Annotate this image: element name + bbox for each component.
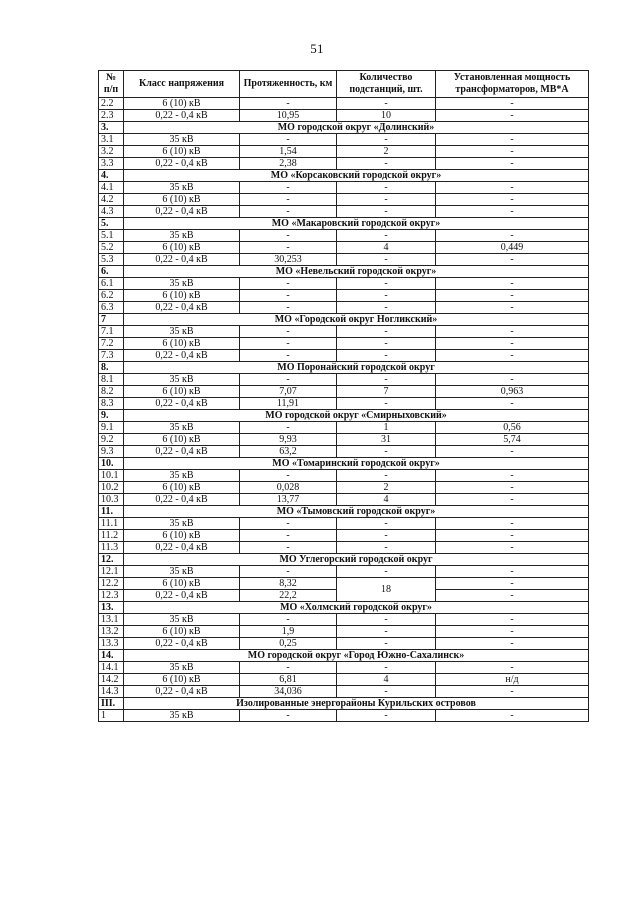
cell-power: - [436,278,589,290]
cell-length: 0,25 [240,638,337,650]
cell-length: - [240,350,337,362]
table-row [99,110,589,122]
cell-length: 1,54 [240,146,337,158]
cell-voltage: 35 кВ [124,518,240,530]
cell-voltage: 6 (10) кВ [124,194,240,206]
row-num: 6.2 [99,290,124,302]
cell-count: - [337,158,436,170]
cell-length: 34,036 [240,686,337,698]
cell-count: - [337,710,436,722]
cell-count: - [337,302,436,314]
cell-length: 7,07 [240,386,337,398]
row-num: 3.3 [99,158,124,170]
row-num: 14.3 [99,686,124,698]
section-row [99,122,589,134]
table-row [99,638,589,650]
section-title: МО «Невельский городской округ» [124,266,589,278]
table-row [99,398,589,410]
section-row [99,362,589,374]
cell-count: - [337,626,436,638]
cell-count: 18 [337,578,436,602]
row-num: 6. [99,266,124,278]
cell-power: - [436,542,589,554]
header-count: Количество подстанций, шт. [337,71,436,98]
section-row [99,506,589,518]
section-title: МО «Городской округ Ногликский» [124,314,589,326]
row-num: 4.2 [99,194,124,206]
section-row [99,218,589,230]
cell-length: - [240,302,337,314]
cell-power: - [436,230,589,242]
header-power: Установленная мощность трансформаторов, МВ*А [436,71,589,98]
cell-length: - [240,98,337,110]
row-num: 12.1 [99,566,124,578]
cell-power: - [436,446,589,458]
cell-power: н/д [436,674,589,686]
cell-length: - [240,518,337,530]
cell-voltage: 6 (10) кВ [124,146,240,158]
cell-length: 13,77 [240,494,337,506]
cell-power: - [436,566,589,578]
cell-voltage: 35 кВ [124,566,240,578]
cell-voltage: 0,22 - 0,4 кВ [124,542,240,554]
row-num: 14.1 [99,662,124,674]
cell-count: - [337,614,436,626]
cell-count: 7 [337,386,436,398]
cell-voltage: 6 (10) кВ [124,338,240,350]
cell-length: 2,38 [240,158,337,170]
cell-power: - [436,398,589,410]
cell-count: - [337,470,436,482]
section-row [99,170,589,182]
row-num: 3. [99,122,124,134]
row-num: 4.3 [99,206,124,218]
cell-power: - [436,338,589,350]
cell-power: - [436,614,589,626]
row-num: 3.1 [99,134,124,146]
cell-voltage: 0,22 - 0,4 кВ [124,206,240,218]
row-num: 9.1 [99,422,124,434]
cell-count: 31 [337,434,436,446]
cell-voltage: 0,22 - 0,4 кВ [124,638,240,650]
table-row [99,182,589,194]
cell-length: - [240,566,337,578]
table-row [99,674,589,686]
section-title: МО «Тымовский городской округ» [124,506,589,518]
cell-power: - [436,290,589,302]
row-num: 6.3 [99,302,124,314]
row-num: 5.3 [99,254,124,266]
cell-length: - [240,614,337,626]
section-title: МО «Холмский городской округ» [124,602,589,614]
table-row [99,374,589,386]
cell-length: 30,253 [240,254,337,266]
cell-voltage: 35 кВ [124,278,240,290]
cell-length: - [240,278,337,290]
row-num: 7 [99,314,124,326]
cell-length: - [240,326,337,338]
section-row [99,410,589,422]
cell-voltage: 35 кВ [124,614,240,626]
row-num: 7.1 [99,326,124,338]
cell-length: 8,32 [240,578,337,590]
cell-count: 4 [337,494,436,506]
table-row [99,158,589,170]
cell-length: 22,2 [240,590,337,602]
cell-power: - [436,326,589,338]
cell-length: - [240,422,337,434]
cell-count: - [337,446,436,458]
table-row [99,626,589,638]
table-row [99,386,589,398]
cell-voltage: 35 кВ [124,374,240,386]
cell-length: - [240,290,337,302]
row-num: 5.1 [99,230,124,242]
table-row [99,350,589,362]
cell-count: - [337,518,436,530]
cell-voltage: 35 кВ [124,662,240,674]
cell-count: - [337,374,436,386]
section-title: Изолированные энергорайоны Курильских островов [124,698,589,710]
cell-voltage: 6 (10) кВ [124,530,240,542]
cell-length: 6,81 [240,674,337,686]
section-title: МО «Томаринский городской округ» [124,458,589,470]
row-num: 13.2 [99,626,124,638]
cell-count: - [337,134,436,146]
cell-count: - [337,530,436,542]
cell-voltage: 35 кВ [124,470,240,482]
cell-power: - [436,182,589,194]
table-row [99,470,589,482]
cell-voltage: 35 кВ [124,422,240,434]
cell-power: - [436,518,589,530]
section-row [99,266,589,278]
section-row [99,698,589,710]
header-voltage: Класс напряжения [124,71,240,98]
cell-voltage: 0,22 - 0,4 кВ [124,254,240,266]
section-row [99,314,589,326]
cell-power: - [436,626,589,638]
section-row [99,650,589,662]
cell-length: - [240,542,337,554]
cell-count: - [337,278,436,290]
cell-power: - [436,710,589,722]
cell-count: - [337,662,436,674]
cell-voltage: 6 (10) кВ [124,626,240,638]
table-row [99,134,589,146]
cell-count: 1 [337,422,436,434]
cell-length: 10,95 [240,110,337,122]
table-row [99,518,589,530]
table-row [99,98,589,110]
row-num: 1 [99,710,124,722]
cell-count: - [337,230,436,242]
row-num: 11.2 [99,530,124,542]
table-row [99,710,589,722]
table-row [99,230,589,242]
cell-count: 10 [337,110,436,122]
row-num: 9. [99,410,124,422]
cell-power: - [436,302,589,314]
cell-length: - [240,194,337,206]
cell-length: - [240,230,337,242]
row-num: 5. [99,218,124,230]
cell-count: - [337,98,436,110]
cell-voltage: 0,22 - 0,4 кВ [124,302,240,314]
section-title: МО городской округ «Долинский» [124,122,589,134]
row-num: 12.2 [99,578,124,590]
table-header-row [99,71,589,98]
cell-length: - [240,206,337,218]
cell-voltage: 0,22 - 0,4 кВ [124,110,240,122]
cell-voltage: 6 (10) кВ [124,482,240,494]
row-num: 9.2 [99,434,124,446]
row-num: 14.2 [99,674,124,686]
table-row [99,686,589,698]
cell-power: - [436,470,589,482]
cell-voltage: 0,22 - 0,4 кВ [124,158,240,170]
table-row [99,422,589,434]
cell-power: 0,449 [436,242,589,254]
cell-voltage: 35 кВ [124,182,240,194]
cell-count: - [337,542,436,554]
cell-power: - [436,158,589,170]
cell-power: - [436,374,589,386]
header-num: № п/п [99,71,124,98]
cell-voltage: 6 (10) кВ [124,242,240,254]
cell-length: 1,9 [240,626,337,638]
row-num: III. [99,698,124,710]
cell-voltage: 6 (10) кВ [124,674,240,686]
cell-count: - [337,638,436,650]
table-row [99,578,589,590]
cell-length: 63,2 [240,446,337,458]
cell-power: - [436,194,589,206]
row-num: 5.2 [99,242,124,254]
table-row [99,278,589,290]
cell-voltage: 0,22 - 0,4 кВ [124,398,240,410]
table-row [99,566,589,578]
section-title: МО «Макаровский городской округ» [124,218,589,230]
row-num: 13. [99,602,124,614]
row-num: 11.1 [99,518,124,530]
cell-length: - [240,182,337,194]
cell-length: - [240,470,337,482]
row-num: 4.1 [99,182,124,194]
cell-length: - [240,662,337,674]
cell-power: - [436,110,589,122]
header-length: Протяженность, км [240,71,337,98]
row-num: 10.3 [99,494,124,506]
table-row [99,662,589,674]
table-row [99,338,589,350]
cell-count: - [337,182,436,194]
cell-voltage: 35 кВ [124,326,240,338]
cell-length: 9,93 [240,434,337,446]
cell-voltage: 35 кВ [124,710,240,722]
row-num: 9.3 [99,446,124,458]
cell-count: - [337,350,436,362]
page-number: 51 [310,41,324,56]
cell-voltage: 6 (10) кВ [124,98,240,110]
row-num: 10.1 [99,470,124,482]
cell-power: - [436,482,589,494]
cell-voltage: 35 кВ [124,230,240,242]
cell-length: - [240,242,337,254]
cell-voltage: 35 кВ [124,134,240,146]
table-body [99,98,589,722]
cell-voltage: 0,22 - 0,4 кВ [124,590,240,602]
cell-voltage: 6 (10) кВ [124,386,240,398]
cell-count: - [337,254,436,266]
cell-power: - [436,494,589,506]
row-num: 10. [99,458,124,470]
cell-power: - [436,134,589,146]
cell-power: - [436,206,589,218]
row-num: 7.2 [99,338,124,350]
cell-count: 4 [337,674,436,686]
cell-power: - [436,662,589,674]
cell-count: 2 [337,482,436,494]
row-num: 11.3 [99,542,124,554]
table-row [99,434,589,446]
section-title: МО «Корсаковский городской округ» [124,170,589,182]
cell-voltage: 0,22 - 0,4 кВ [124,494,240,506]
cell-length: - [240,710,337,722]
row-num: 8. [99,362,124,374]
cell-power: - [436,638,589,650]
table-row [99,614,589,626]
table-row [99,494,589,506]
cell-length: - [240,530,337,542]
cell-length: 0,028 [240,482,337,494]
row-num: 2.3 [99,110,124,122]
table-row [99,326,589,338]
cell-count: - [337,326,436,338]
row-num: 4. [99,170,124,182]
cell-power: - [436,254,589,266]
cell-power: - [436,590,589,602]
cell-voltage: 6 (10) кВ [124,434,240,446]
cell-count: - [337,290,436,302]
row-num: 8.3 [99,398,124,410]
cell-length: 11,91 [240,398,337,410]
cell-count: - [337,566,436,578]
cell-power: - [436,530,589,542]
section-title: МО городской округ «Смирныховский» [124,410,589,422]
row-num: 3.2 [99,146,124,158]
row-num: 6.1 [99,278,124,290]
cell-count: - [337,206,436,218]
row-num: 12.3 [99,590,124,602]
row-num: 13.1 [99,614,124,626]
table-row [99,242,589,254]
section-title: МО Поронайский городской округ [124,362,589,374]
section-title: МО Углегорский городской округ [124,554,589,566]
cell-power: - [436,146,589,158]
table-row [99,530,589,542]
substations-table [98,70,589,722]
table-row [99,254,589,266]
row-num: 14. [99,650,124,662]
cell-count: - [337,686,436,698]
row-num: 8.1 [99,374,124,386]
cell-power: 0,963 [436,386,589,398]
row-num: 12. [99,554,124,566]
cell-length: - [240,338,337,350]
cell-power: - [436,98,589,110]
table-row [99,302,589,314]
cell-voltage: 6 (10) кВ [124,290,240,302]
cell-power: 0,56 [436,422,589,434]
cell-power: - [436,350,589,362]
section-row [99,554,589,566]
row-num: 10.2 [99,482,124,494]
row-num: 2.2 [99,98,124,110]
cell-count: 4 [337,242,436,254]
cell-voltage: 0,22 - 0,4 кВ [124,350,240,362]
table-row [99,206,589,218]
row-num: 7.3 [99,350,124,362]
cell-power: - [436,578,589,590]
cell-count: - [337,338,436,350]
table-row [99,542,589,554]
cell-power: 5,74 [436,434,589,446]
row-num: 11. [99,506,124,518]
section-row [99,458,589,470]
table-row [99,446,589,458]
row-num: 8.2 [99,386,124,398]
table-row [99,482,589,494]
table-row [99,146,589,158]
row-num: 13.3 [99,638,124,650]
cell-power: - [436,686,589,698]
table-row [99,290,589,302]
table-row [99,194,589,206]
cell-length: - [240,374,337,386]
section-title: МО городской округ «Город Южно-Сахалинск» [124,650,589,662]
cell-voltage: 6 (10) кВ [124,578,240,590]
cell-length: - [240,134,337,146]
cell-count: - [337,194,436,206]
cell-voltage: 0,22 - 0,4 кВ [124,686,240,698]
section-row [99,602,589,614]
cell-count: 2 [337,146,436,158]
cell-count: - [337,398,436,410]
cell-voltage: 0,22 - 0,4 кВ [124,446,240,458]
